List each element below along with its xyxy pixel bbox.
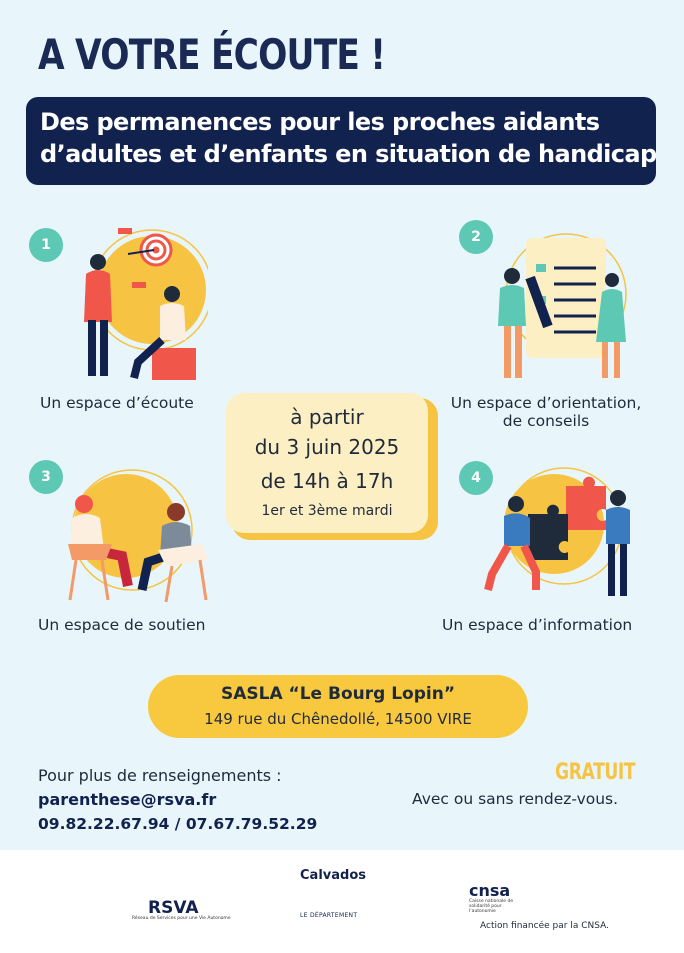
schedule-hours: de 14h à 17h [260, 469, 394, 493]
contact-intro: Pour plus de renseignements : [38, 766, 282, 785]
banner-line-2: d’adultes et d’enfants en situation de handicap [40, 140, 657, 168]
space-3-caption: Un espace de soutien [38, 616, 206, 634]
rsva-logo-subtitle: Réseau de Services pour une Vie Autonome [132, 916, 231, 921]
rsva-logo-name: RSVA [148, 898, 199, 918]
calvados-logo-subtitle: LE DÉPARTEMENT [300, 912, 358, 919]
space-2-caption-line-1: Un espace d’orientation, [450, 394, 642, 412]
banner-line-1: Des permanences pour les proches aidants [40, 108, 600, 136]
space-4-caption: Un espace d’information [442, 616, 633, 634]
space-2-caption-line-2: de conseils [502, 412, 590, 430]
location-pill [148, 675, 528, 738]
space-1-caption: Un espace d’écoute [40, 394, 194, 412]
cnsa-logo-subtitle: Caisse nationale de solidarité pour l’autonomie [469, 899, 514, 914]
support-illustration [62, 460, 212, 606]
schedule-frequency: 1er et 3ème mardi [261, 503, 393, 519]
free-label: GRATUIT [555, 760, 636, 785]
appointment-note: Avec ou sans rendez-vous. [412, 790, 619, 808]
contact-info [38, 764, 317, 836]
space-4-number-badge: 4 [459, 461, 493, 495]
information-illustration [484, 462, 634, 604]
cnsa-logo-name: cnsa [469, 881, 511, 900]
space-2-caption [441, 394, 651, 430]
schedule-box [226, 393, 428, 533]
location-address: 149 rue du Chênedollé, 14500 VIRE [204, 710, 472, 728]
page-title: A VOTRE ÉCOUTE ! [38, 30, 386, 79]
cnsa-funding-note: Action financée par la CNSA. [480, 921, 609, 931]
contact-phones[interactable]: 09.82.22.67.94 / 07.67.79.52.29 [38, 815, 318, 833]
calvados-logo-name: Calvados [300, 868, 366, 883]
subtitle-banner [26, 97, 656, 185]
location-name: SASLA “Le Bourg Lopin” [221, 684, 455, 704]
listening-illustration [68, 222, 208, 384]
space-1-number-badge: 1 [29, 228, 63, 262]
space-3-number-badge: 3 [29, 460, 63, 494]
space-2-number-badge: 2 [459, 220, 493, 254]
schedule-start-label: à partir [290, 405, 364, 429]
footer-logos [0, 850, 684, 953]
contact-email[interactable]: parenthese@rsva.fr [38, 790, 217, 809]
orientation-illustration [492, 226, 632, 382]
schedule-date: du 3 juin 2025 [254, 435, 400, 459]
